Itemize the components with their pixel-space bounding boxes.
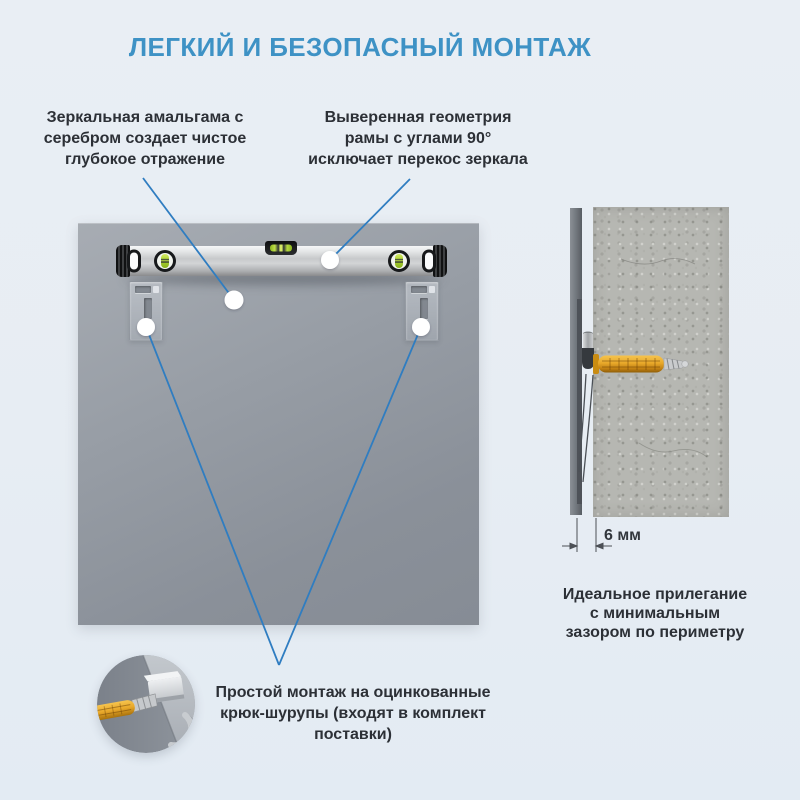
annotation-hooks-line: крюк-шурупы (входят в комплект <box>220 705 486 722</box>
hook-detail-inset <box>97 655 195 753</box>
annotation-geometry <box>288 107 548 170</box>
annotation-amalgam-line: глубокое отражение <box>65 151 225 168</box>
annotation-hooks-line: поставки) <box>314 726 392 743</box>
page-title: ЛЕГКИЙ И БЕЗОПАСНЫЙ МОНТАЖ <box>128 32 592 62</box>
annotation-amalgam-line: Зеркальная амальгама с <box>46 109 244 126</box>
bracket-slot-horizontal <box>411 286 427 293</box>
vial-liquid <box>395 254 403 268</box>
level-center-vial-icon <box>265 241 297 255</box>
bracket-slot-vertical <box>420 298 428 319</box>
bracket-slot-vertical <box>144 298 152 319</box>
dowel-plug <box>598 356 664 373</box>
gap-dimension-label: 6 мм <box>604 527 642 544</box>
level-vial-left-icon <box>154 250 176 272</box>
level-handle-hole-right <box>422 250 436 273</box>
mounting-bracket-left <box>129 281 163 341</box>
vial-liquid <box>161 254 169 268</box>
hook-detail-graphic <box>97 655 195 753</box>
annotation-amalgam-line: серебром создает чистое <box>43 130 247 147</box>
bracket-chip <box>153 286 159 293</box>
annotation-fit-line: зазором по периметру <box>565 624 745 641</box>
annotation-fit <box>545 585 765 642</box>
screw-thread <box>664 358 688 370</box>
spirit-level <box>116 245 447 277</box>
mounting-bracket-right <box>405 281 439 341</box>
annotation-geometry-line: исключает перекос зеркала <box>308 151 528 168</box>
annotation-fit-line: Идеальное прилегание <box>562 586 748 603</box>
level-handle-hole-left <box>127 250 141 273</box>
annotation-hooks <box>203 682 503 745</box>
annotation-geometry-line: рамы с углами 90° <box>344 130 492 147</box>
annotation-amalgam <box>30 107 260 170</box>
bracket-chip <box>429 286 435 293</box>
vial-liquid <box>270 245 292 252</box>
wall-hook-icon <box>582 348 594 369</box>
annotation-geometry-line: Выверенная геометрия <box>324 109 512 126</box>
bracket-slot-horizontal <box>135 286 151 293</box>
hook-stem <box>583 333 593 350</box>
level-vial-right-icon <box>388 250 410 272</box>
annotation-fit-line: с минимальным <box>589 605 721 622</box>
annotation-hooks-line: Простой монтаж на оцинкованные <box>215 684 491 701</box>
hook-wires <box>579 374 593 482</box>
hook-screw-assembly <box>560 320 700 560</box>
